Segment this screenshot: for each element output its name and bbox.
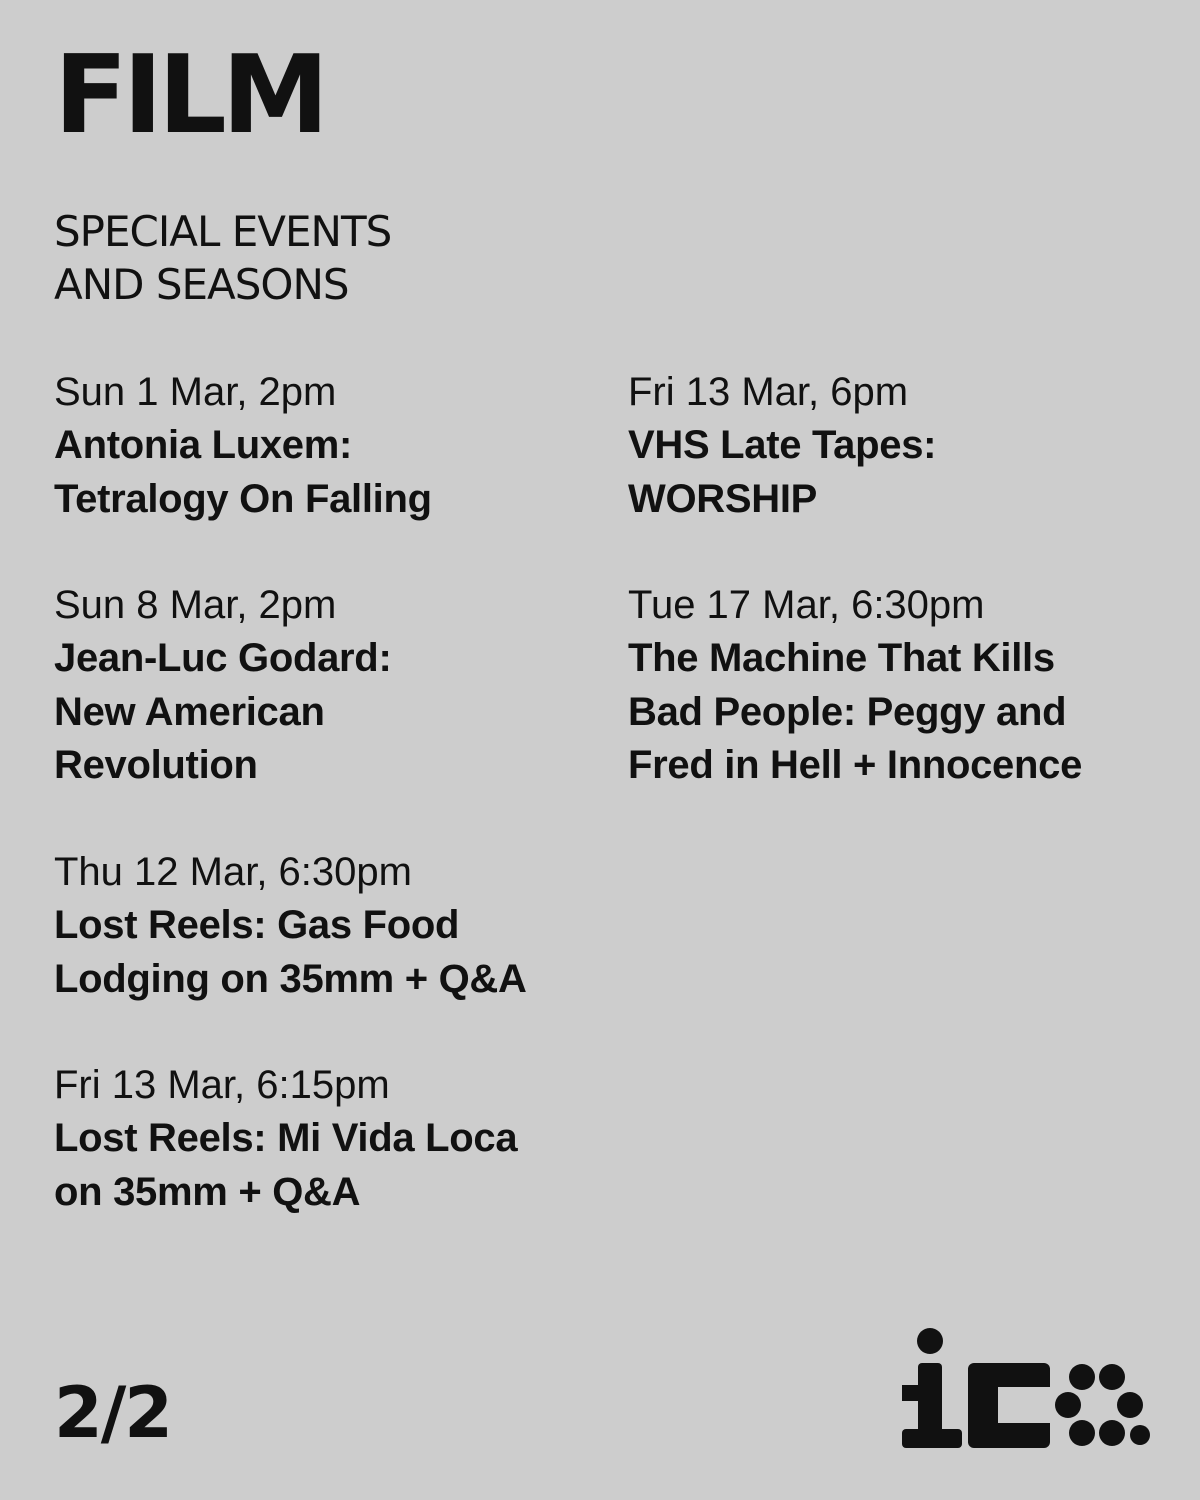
event-item xyxy=(54,846,594,1006)
event-title-line: Antonia Luxem: xyxy=(54,423,353,467)
event-title-line: Revolution xyxy=(54,743,258,787)
event-item xyxy=(628,579,1168,793)
event-title-line: VHS Late Tapes: xyxy=(628,423,937,467)
event-title-line: Lodging on 35mm + Q&A xyxy=(54,956,527,1001)
event-title-line: on 35mm + Q&A xyxy=(54,1169,361,1214)
event-title-line: The Machine That Kills xyxy=(628,636,1055,680)
event-datetime: Fri 13 Mar, 6pm xyxy=(628,370,909,414)
event-item xyxy=(628,366,1168,526)
event-title xyxy=(628,632,1168,793)
event-title-line: Jean-Luc Godard: xyxy=(54,636,392,680)
event-title-line: New American xyxy=(54,689,325,734)
ica-logo xyxy=(900,1325,1150,1450)
subtitle-line: SPECIAL EVENTS xyxy=(54,207,392,256)
event-title xyxy=(54,899,594,1006)
event-title-line: Lost Reels: Mi Vida Loca xyxy=(54,1116,518,1160)
event-title xyxy=(54,632,594,793)
page-title: FILM xyxy=(54,33,325,158)
event-title-line: Tetralogy On Falling xyxy=(54,476,432,521)
event-datetime: Sun 8 Mar, 2pm xyxy=(54,583,337,627)
section-subtitle xyxy=(54,205,514,311)
event-title-line: Fred in Hell + Innocence xyxy=(628,743,1083,787)
page-indicator: 2/2 xyxy=(54,1372,171,1454)
event-title-line: Lost Reels: Gas Food xyxy=(54,903,460,947)
event-title-line: WORSHIP xyxy=(628,476,818,521)
event-datetime: Thu 12 Mar, 6:30pm xyxy=(54,850,412,894)
event-item xyxy=(54,366,594,526)
event-title xyxy=(54,1112,594,1219)
event-datetime: Fri 13 Mar, 6:15pm xyxy=(54,1063,390,1107)
event-datetime: Sun 1 Mar, 2pm xyxy=(54,370,337,414)
event-title xyxy=(54,419,594,526)
event-datetime: Tue 17 Mar, 6:30pm xyxy=(628,583,985,627)
event-title-line: Bad People: Peggy and xyxy=(628,689,1067,734)
subtitle-line: AND SEASONS xyxy=(54,260,349,309)
event-item xyxy=(54,1059,594,1219)
event-title xyxy=(628,419,1168,526)
event-item xyxy=(54,579,594,793)
